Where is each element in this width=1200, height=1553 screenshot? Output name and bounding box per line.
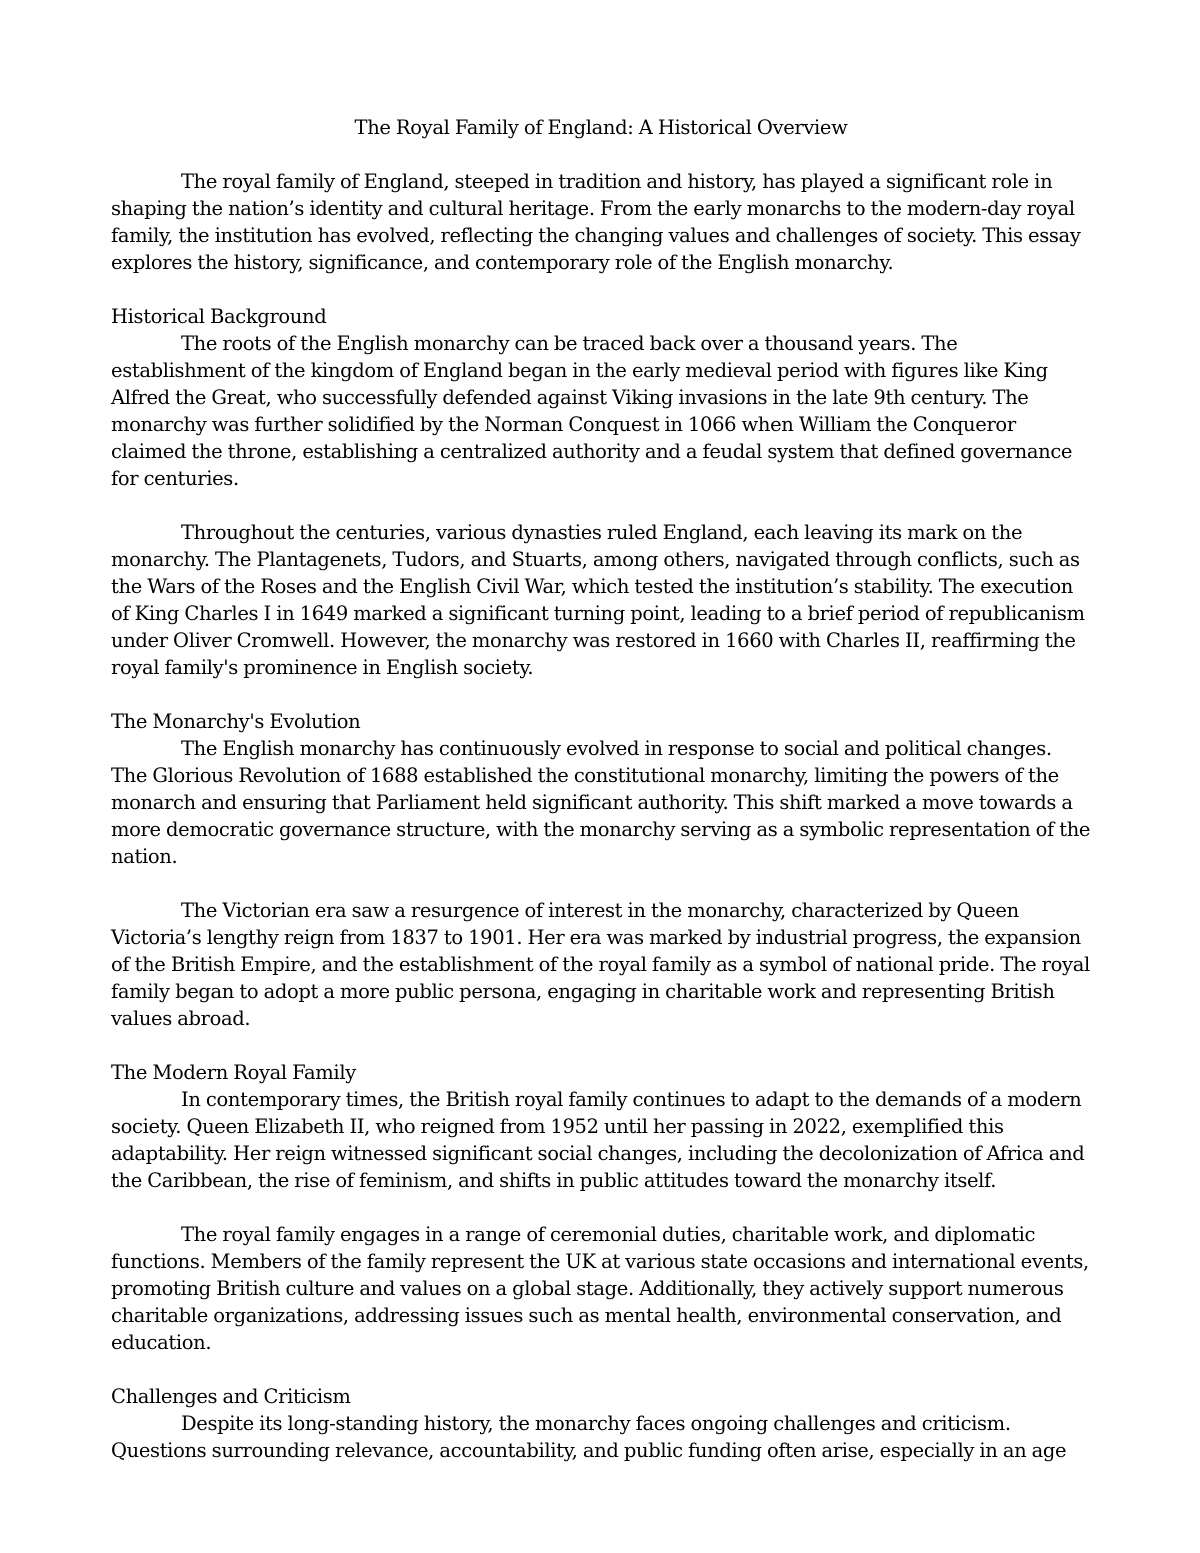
- paragraph: Despite its long-standing history, the monarchy faces ongoing challenges and criticism. Questions surrounding relevance, accountability, and public funding often arise, especially in an age: [111, 1412, 1067, 1462]
- intro-paragraph: The royal family of England, steeped in tradition and history, has played a significant role in shaping the nation’s identity and cultural heritage. From the early monarchs to the modern-day royal family, the institution has evolved, reflecting the changing values and challenges of society. This essay explores the history, significance, and contemporary role of the English monarchy.: [111, 170, 1081, 274]
- paragraph: The English monarchy has continuously evolved in response to social and political changes. The Glorious Revolution of 1688 established the constitutional monarchy, limiting the powers of the monarch and ensuring that Parliament held significant authority. This shift marked a move towards a more democratic governance structure, with the monarchy serving as a symbolic representation of the nation.: [111, 737, 1091, 868]
- paragraph: The royal family engages in a range of ceremonial duties, charitable work, and diplomatic functions. Members of the family represent the UK at various state occasions and international events, promoting British culture and values on a global stage. Additionally, they actively support numerous charitable organizations, addressing issues such as mental health, environmental conservation, and education.: [111, 1223, 1089, 1354]
- paragraph: The roots of the English monarchy can be traced back over a thousand years. The establishment of the kingdom of England began in the early medieval period with figures like King Alfred the Great, who successfully defended against Viking invasions in the late 9th century. The monarchy was further solidified by the Norman Conquest in 1066 when William the Conqueror claimed the throne, establishing a centralized authority and a feudal system that defined governance for centuries.: [111, 332, 1073, 490]
- document-body: [111, 114, 1091, 1464]
- paragraph: In contemporary times, the British royal family continues to adapt to the demands of a modern society. Queen Elizabeth II, who reigned from 1952 until her passing in 2022, exemplified this adaptability. Her reign witnessed significant social changes, including the decolonization of Africa and the Caribbean, the rise of feminism, and shifts in public attitudes toward the monarchy itself.: [111, 1088, 1085, 1192]
- section-heading-challenges-criticism: Challenges and Criticism: [111, 1385, 351, 1408]
- section-heading-monarchy-evolution: The Monarchy's Evolution: [111, 710, 361, 733]
- section-heading-modern-royal-family: The Modern Royal Family: [111, 1061, 356, 1084]
- paragraph: Throughout the centuries, various dynasties ruled England, each leaving its mark on the monarchy. The Plantagenets, Tudors, and Stuarts, among others, navigated through conflicts, such as the Wars of the Roses and the English Civil War, which tested the institution’s stability. The execution of King Charles I in 1649 marked a significant turning point, leading to a brief period of republicanism under Oliver Cromwell. However, the monarchy was restored in 1660 with Charles II, reaffirming the royal family's prominence in English society.: [111, 521, 1085, 679]
- document-title: The Royal Family of England: A Historical Overview: [354, 116, 848, 139]
- paragraph: The Victorian era saw a resurgence of interest in the monarchy, characterized by Queen Victoria’s lengthy reign from 1837 to 1901. Her era was marked by industrial progress, the expansion of the British Empire, and the establishment of the royal family as a symbol of national pride. The royal family began to adopt a more public persona, engaging in charitable work and representing British values abroad.: [111, 899, 1090, 1030]
- section-heading-historical-background: Historical Background: [111, 305, 327, 328]
